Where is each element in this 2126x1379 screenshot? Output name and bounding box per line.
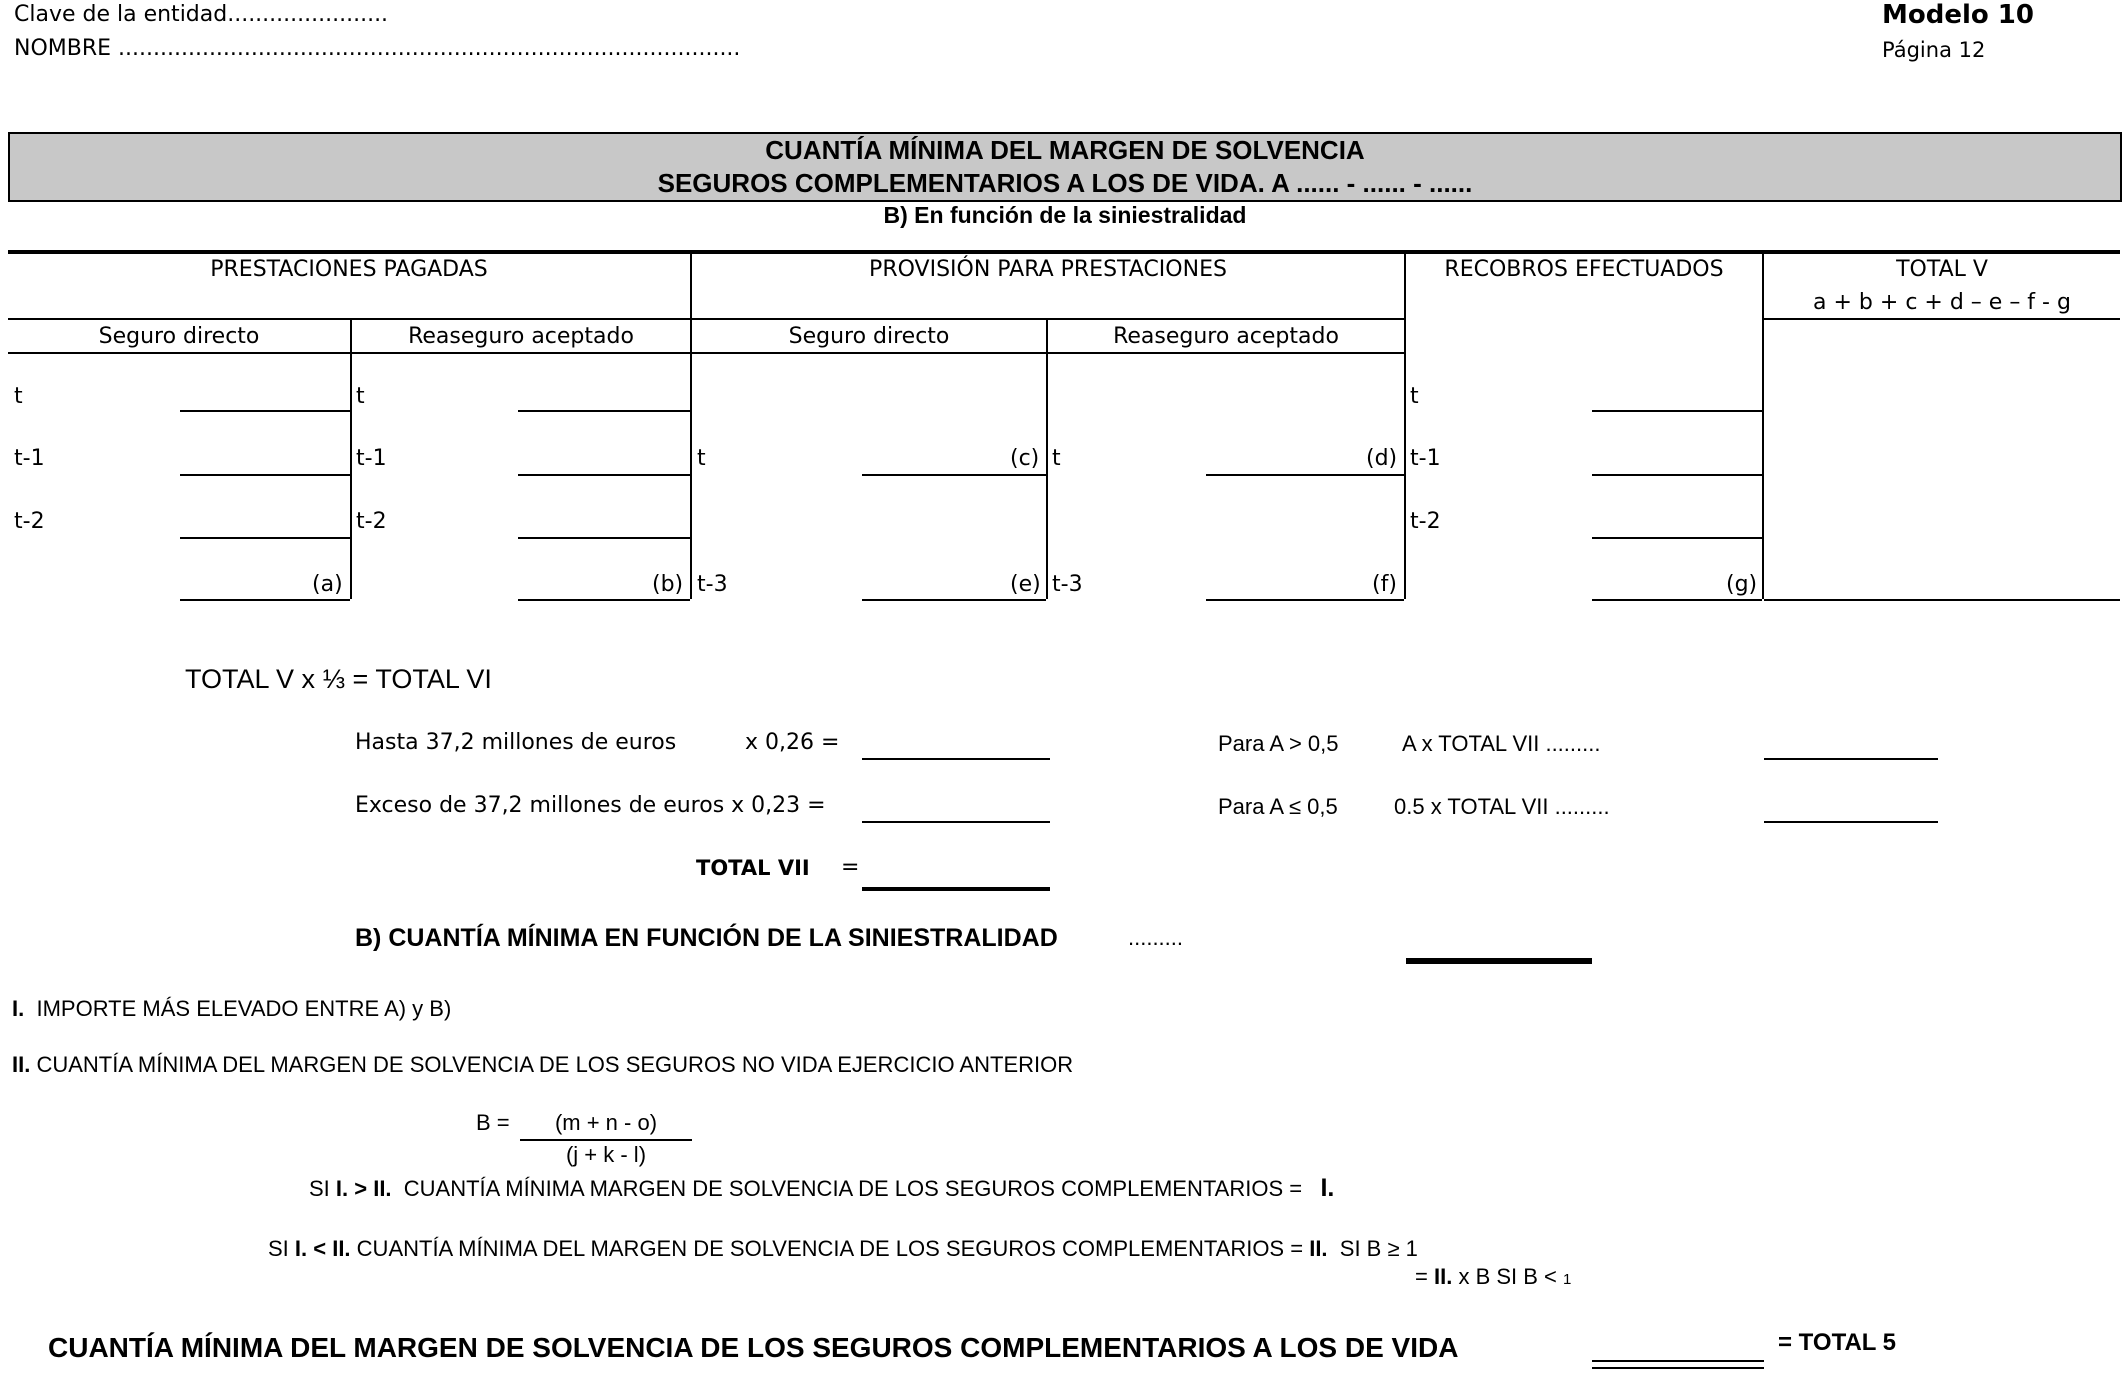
condition-2-result-b-text: x B SI B < bbox=[1458, 1264, 1557, 1289]
ref-f: (f) bbox=[1372, 572, 1397, 597]
condition-1-compare: I. > II. bbox=[335, 1176, 392, 1201]
condition-2-result-a: II. bbox=[1309, 1236, 1328, 1261]
amount-line-col2-t2[interactable] bbox=[518, 537, 690, 539]
amount-line-col1-t2[interactable] bbox=[180, 537, 350, 539]
subheader-reaseguro: Reaseguro aceptado bbox=[1113, 324, 1339, 349]
table-top-rule bbox=[8, 250, 2120, 254]
title-line-1: CUANTÍA MÍNIMA DEL MARGEN DE SOLVENCIA bbox=[765, 135, 1365, 165]
total-vii-line[interactable] bbox=[862, 887, 1050, 891]
period-label: t-3 bbox=[697, 572, 728, 597]
item-i bbox=[12, 996, 451, 1022]
condition-2-result-b-num: 1 bbox=[1563, 1271, 1572, 1288]
header-prestaciones: PRESTACIONES PAGADAS bbox=[210, 257, 488, 282]
amount-line-col3-t3[interactable] bbox=[862, 599, 1046, 601]
item-ii-number: II. bbox=[12, 1052, 31, 1077]
period-label: t-1 bbox=[14, 446, 45, 471]
amount-line-col1-t[interactable] bbox=[180, 410, 350, 412]
hasta-label: Hasta 37,2 millones de euros bbox=[355, 730, 677, 755]
final-amount-line-top[interactable] bbox=[1592, 1360, 1764, 1362]
formula-fraction-bar bbox=[520, 1139, 692, 1141]
condition-2-line-b bbox=[1415, 1264, 1571, 1290]
result-b-amount-line[interactable] bbox=[1406, 958, 1592, 964]
ref-a: (a) bbox=[312, 572, 343, 597]
header-total-v: TOTAL V bbox=[1896, 257, 1988, 282]
result-b-dots: ......... bbox=[1128, 925, 1184, 950]
item-ii bbox=[12, 1052, 1073, 1078]
amount-line-col1-t1[interactable] bbox=[180, 474, 350, 476]
table-header-rule bbox=[1762, 318, 2120, 320]
para-a-le-amount-line[interactable] bbox=[1764, 821, 1938, 823]
para-a-gt-amount-line[interactable] bbox=[1764, 758, 1938, 760]
period-label: t bbox=[697, 446, 706, 471]
period-label: t bbox=[14, 384, 23, 409]
half-total-label: 0.5 x TOTAL VII ......... bbox=[1394, 794, 1610, 819]
total-vii-label: TOTAL VII bbox=[696, 856, 810, 880]
item-ii-text: CUANTÍA MÍNIMA DEL MARGEN DE SOLVENCIA DE LOS SEGUROS NO VIDA EJERCICIO ANTERIOR bbox=[36, 1052, 1074, 1077]
a-x-total-label: A x TOTAL VII ......... bbox=[1402, 731, 1601, 756]
para-a-gt-label: Para A > 0,5 bbox=[1218, 731, 1339, 756]
para-a-le-label: Para A ≤ 0,5 bbox=[1218, 794, 1338, 819]
period-label: t-1 bbox=[1410, 446, 1441, 471]
condition-2-si: SI bbox=[268, 1236, 295, 1261]
condition-2-text: CUANTÍA MÍNIMA DEL MARGEN DE SOLVENCIA DE LOS SEGUROS COMPLEMENTARIOS = bbox=[356, 1236, 1304, 1261]
condition-2-compare: I. < II. bbox=[294, 1236, 351, 1261]
formula-b-label: B = bbox=[476, 1110, 510, 1135]
entity-key-field: Clave de la entidad....................... bbox=[14, 2, 389, 27]
total-vi-formula: TOTAL V x ⅓ = TOTAL VI bbox=[185, 664, 492, 694]
period-label: t-2 bbox=[356, 509, 387, 534]
hasta-factor: x 0,26 = bbox=[745, 730, 840, 755]
final-label: CUANTÍA MÍNIMA DEL MARGEN DE SOLVENCIA DE LOS SEGUROS COMPLEMENTARIOS A LOS DE VIDA bbox=[48, 1332, 1459, 1363]
subheader-seguro-directo: Seguro directo bbox=[98, 324, 260, 349]
ref-g: (g) bbox=[1726, 572, 1758, 597]
item-i-text: IMPORTE MÁS ELEVADO ENTRE A) y B) bbox=[36, 996, 452, 1021]
title-line-2: SEGUROS COMPLEMENTARIOS A LOS DE VIDA. A ...... - ...... - ...... bbox=[657, 168, 1473, 198]
ref-b: (b) bbox=[652, 572, 684, 597]
final-total-label: = TOTAL 5 bbox=[1778, 1329, 1897, 1356]
item-i-number: I. bbox=[12, 996, 25, 1021]
table-divider bbox=[1046, 318, 1048, 599]
period-label: t bbox=[1052, 446, 1061, 471]
total-line-a[interactable] bbox=[180, 599, 350, 601]
period-label: t-3 bbox=[1052, 572, 1083, 597]
subtitle: B) En función de la siniestralidad bbox=[883, 202, 1247, 228]
period-label: t bbox=[356, 384, 365, 409]
condition-2-result-a-text: SI B ≥ 1 bbox=[1339, 1236, 1418, 1261]
subheader-reaseguro: Reaseguro aceptado bbox=[408, 324, 634, 349]
period-label: t bbox=[1410, 384, 1419, 409]
amount-line-col5-t2[interactable] bbox=[1592, 537, 1762, 539]
exceso-label: Exceso de 37,2 millones de euros x 0,23 = bbox=[355, 793, 826, 818]
condition-2-result-b: II. bbox=[1433, 1264, 1453, 1289]
condition-1-si: SI bbox=[309, 1176, 336, 1201]
total-vii-equals: = bbox=[841, 855, 860, 880]
subheader-seguro-directo: Seguro directo bbox=[788, 324, 950, 349]
condition-2 bbox=[268, 1236, 1418, 1262]
period-label: t-2 bbox=[1410, 509, 1441, 534]
formula-numerator: (m + n - o) bbox=[554, 1110, 658, 1135]
condition-1 bbox=[309, 1174, 1334, 1203]
amount-line-col5-t[interactable] bbox=[1592, 410, 1762, 412]
table-divider bbox=[350, 318, 352, 599]
header-provision: PROVISIÓN PARA PRESTACIONES bbox=[869, 257, 1227, 282]
condition-2-result-b-eq: = bbox=[1415, 1264, 1428, 1289]
page-number: Página 12 bbox=[1882, 38, 1986, 62]
ref-e: (e) bbox=[1010, 572, 1041, 597]
hasta-amount-line[interactable] bbox=[862, 758, 1050, 760]
amount-line-col2-t[interactable] bbox=[518, 410, 690, 412]
ref-d: (d) bbox=[1366, 446, 1398, 471]
period-label: t-1 bbox=[356, 446, 387, 471]
condition-1-result: I. bbox=[1320, 1174, 1335, 1202]
result-b-label: B) CUANTÍA MÍNIMA EN FUNCIÓN DE LA SINIESTRALIDAD bbox=[355, 924, 1058, 952]
exceso-amount-line[interactable] bbox=[862, 821, 1050, 823]
final-amount-line-bottom[interactable] bbox=[1592, 1367, 1764, 1369]
header-total-formula: a + b + c + d – e – f - g bbox=[1813, 290, 2071, 315]
amount-line-col5-t1[interactable] bbox=[1592, 474, 1762, 476]
ref-c: (c) bbox=[1010, 446, 1040, 471]
table-divider bbox=[690, 252, 692, 599]
amount-line-col4-t[interactable] bbox=[1206, 474, 1404, 476]
condition-1-text: CUANTÍA MÍNIMA MARGEN DE SOLVENCIA DE LOS SEGUROS COMPLEMENTARIOS = bbox=[403, 1176, 1303, 1201]
amount-line-col3-t[interactable] bbox=[862, 474, 1046, 476]
amount-line-col2-t1[interactable] bbox=[518, 474, 690, 476]
total-line-g[interactable] bbox=[1592, 599, 1762, 601]
amount-line-col4-t3[interactable] bbox=[1206, 599, 1404, 601]
header-recobros: RECOBROS EFECTUADOS bbox=[1444, 257, 1724, 282]
table-subheader-rule bbox=[8, 352, 1404, 354]
model-number: Modelo 10 bbox=[1882, 0, 2034, 30]
table-header-rule bbox=[8, 318, 1404, 320]
total-line-b[interactable] bbox=[518, 599, 690, 601]
total-v-line[interactable] bbox=[1764, 599, 2120, 601]
entity-name-field: NOMBRE ......................................................................................... bbox=[14, 36, 741, 61]
table-divider bbox=[1404, 252, 1406, 599]
period-label: t-2 bbox=[14, 509, 45, 534]
formula-denominator: (j + k - l) bbox=[565, 1142, 647, 1167]
